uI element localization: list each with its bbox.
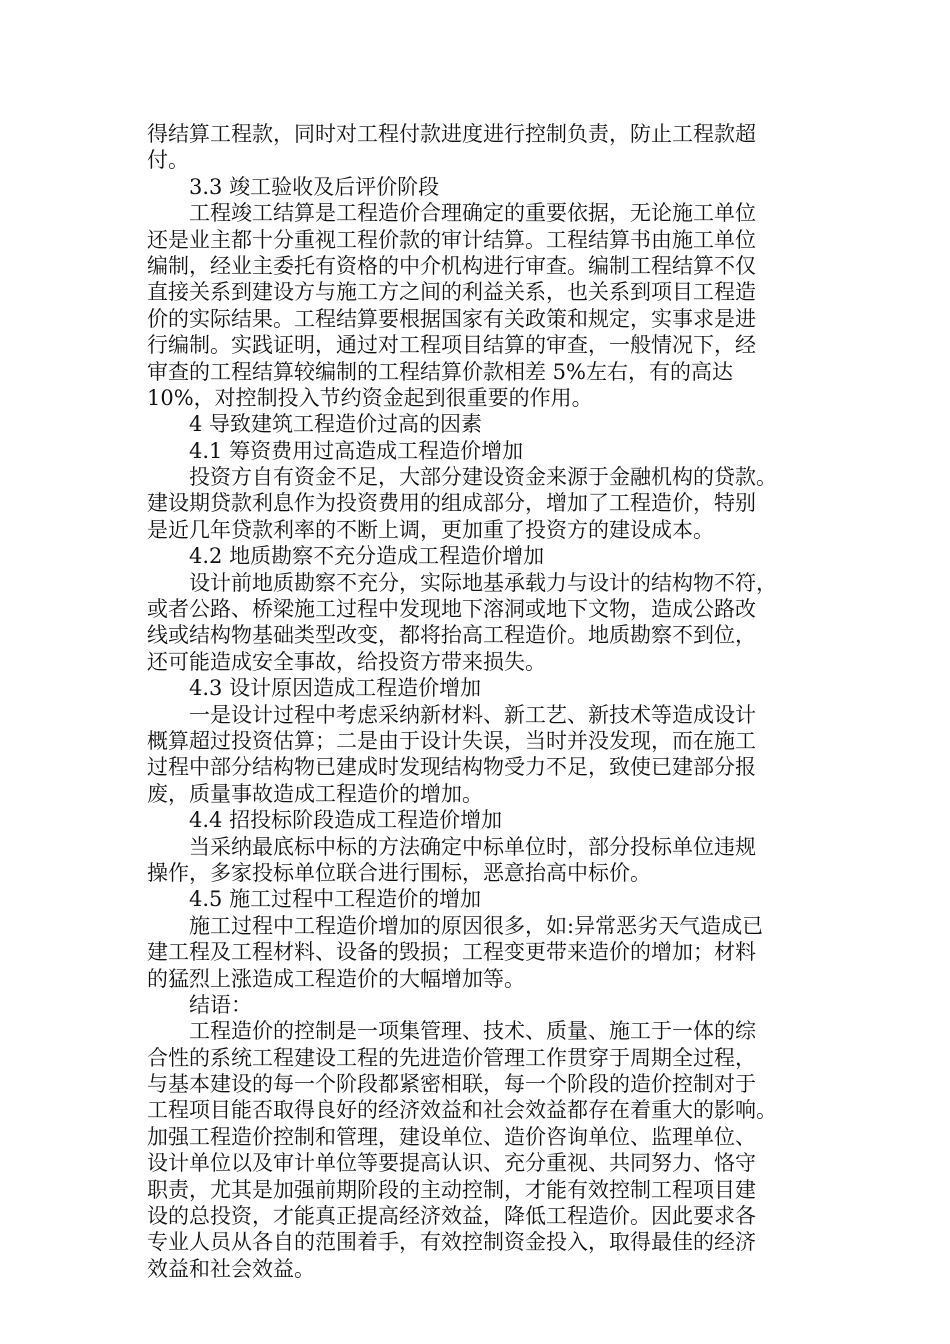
text-line: 价的实际结果。工程结算要根据国家有关政策和规定，实事求是进 (147, 306, 756, 331)
text-line: 废，质量事故造成工程造价的增加。 (147, 781, 483, 806)
text-line: 操作，多家投标单位联合进行围标，恶意抬高中标价。 (147, 860, 651, 885)
text-line: 直接关系到建设方与施工方之间的利益关系，也关系到项目工程造 (147, 280, 756, 305)
text-line: 4.5 施工过程中工程造价的增加 (189, 887, 482, 912)
text-line: 10%，对控制投入节约资金起到很重要的作用。 (147, 385, 593, 410)
text-line: 得结算工程款，同时对工程付款进度进行控制负责，防止工程款超 (147, 122, 756, 146)
text-line: 3.3 竣工验收及后评价阶段 (189, 174, 440, 199)
text-line: 效益和社会效益。 (147, 1256, 315, 1281)
text-line: 的猛烈上涨造成工程造价的大幅增加等。 (147, 966, 525, 991)
text-line: 建工程及工程材料、设备的毁损；工程变更带来造价的增加；材料 (147, 940, 756, 965)
text-line: 设计单位以及审计单位等要提高认识、充分重视、共同努力、恪守 (147, 1151, 756, 1176)
text-line: 施工过程中工程造价增加的原因很多，如:异常恶劣天气造成已 (189, 913, 764, 938)
text-line: 工程项目能否取得良好的经济效益和社会效益都存在着重大的影响。 (147, 1098, 777, 1123)
text-line: 一是设计过程中考虑采纳新材料、新工艺、新技术等造成设计 (189, 702, 756, 727)
text-line: 4.2 地质勘察不充分造成工程造价增加 (189, 544, 545, 569)
text-line: 是近几年贷款利率的不断上调，更加重了投资方的建设成本。 (147, 517, 714, 542)
text-line: 工程造价的控制是一项集管理、技术、质量、施工于一体的综 (189, 1019, 756, 1044)
text-line: 专业人员从各自的范围着手，有效控制资金投入，取得最佳的经济 (147, 1230, 756, 1255)
text-line: 概算超过投资估算；二是由于设计失误，当时并没发现，而在施工 (147, 728, 756, 753)
text-line: 工程竣工结算是工程造价合理确定的重要依据，无论施工单位 (189, 201, 756, 226)
text-line: 还可能造成安全事故，给投资方带来损失。 (147, 649, 546, 674)
text-line: 4.3 设计原因造成工程造价增加 (189, 676, 482, 701)
text-line: 设计前地质勘察不充分，实际地基承载力与设计的结构物不符， (189, 570, 777, 595)
text-line: 行编制。实践证明，通过对工程项目结算的审查，一般情况下，经 (147, 333, 756, 358)
text-line: 付。 (147, 148, 189, 173)
text-line: 加强工程造价控制和管理，建设单位、造价咨询单位、监理单位、 (147, 1124, 756, 1149)
text-line: 审查的工程结算较编制的工程结算价款相差 5%左右，有的高达 (147, 359, 733, 384)
text-line: 当采纳最底标中标的方法确定中标单位时，部分投标单位违规 (189, 834, 756, 859)
text-line: 还是业主都十分重视工程价款的审计结算。工程结算书由施工单位 (147, 227, 756, 252)
text-line: 过程中部分结构物已建成时发现结构物受力不足，致使已建部分报 (147, 755, 756, 780)
text-line: 投资方自有资金不足，大部分建设资金来源于金融机构的贷款。 (189, 465, 777, 490)
text-line: 职责，尤其是加强前期阶段的主动控制，才能有效控制工程项目建 (147, 1177, 756, 1202)
text-line: 结语： (189, 992, 252, 1017)
text-line: 建设期贷款利息作为投资费用的组成部分，增加了工程造价，特别 (147, 491, 756, 516)
text-line: 设的总投资，才能真正提高经济效益，降低工程造价。因此要求各 (147, 1204, 756, 1229)
text-line: 编制，经业主委托有资格的中介机构进行审查。编制工程结算不仅 (147, 253, 756, 278)
document-body (147, 121, 817, 1282)
text-line: 合性的系统工程建设工程的先进造价管理工作贯穿于周期全过程， (147, 1045, 756, 1070)
text-line: 或者公路、桥梁施工过程中发现地下溶洞或地下文物，造成公路改 (147, 597, 756, 622)
text-line: 与基本建设的每一个阶段都紧密相联，每一个阶段的造价控制对于 (147, 1072, 756, 1097)
text-line: 线或结构物基础类型改变，都将抬高工程造价。地质勘察不到位， (147, 623, 756, 648)
text-line: 4.4 招投标阶段造成工程造价增加 (189, 808, 503, 833)
text-line: 4.1 筹资费用过高造成工程造价增加 (189, 438, 524, 463)
text-line: 4 导致建筑工程造价过高的因素 (189, 412, 483, 437)
